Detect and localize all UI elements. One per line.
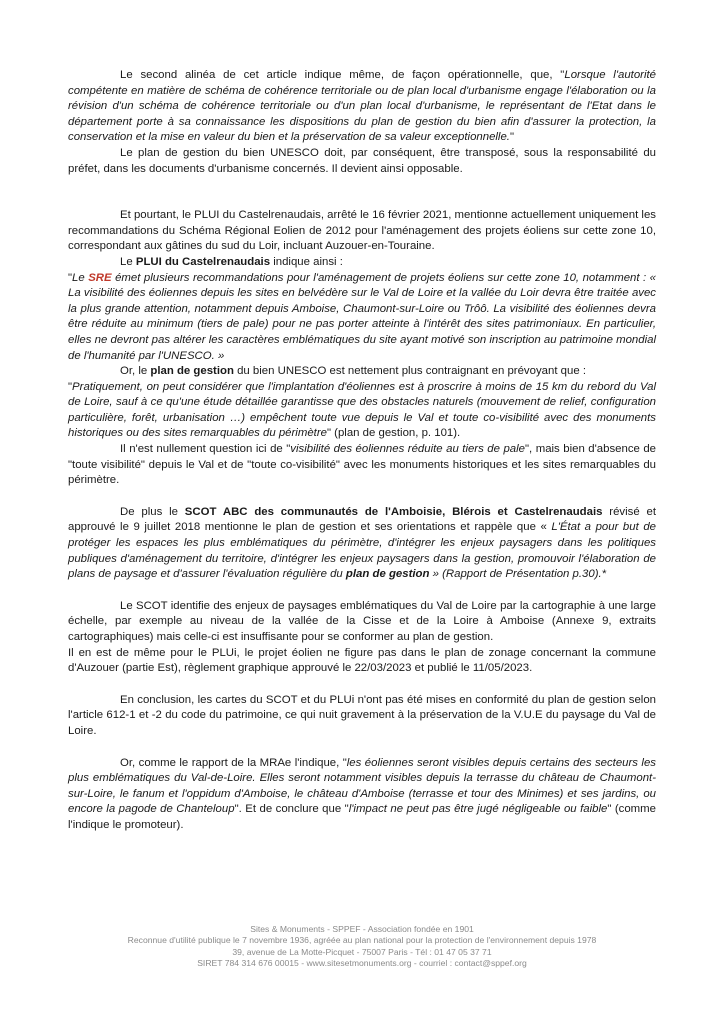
sre-acronym: SRE xyxy=(88,271,112,284)
footer-association: Sites & Monuments - SPPEF - Association fondée en 1901 xyxy=(250,924,474,934)
scot-name: SCOT ABC des communautés de l'Amboisie, Blérois et Castelrenaudais xyxy=(184,505,603,518)
paragraph-conclusion: En conclusion, les cartes du SCOT et du PLUi n'ont pas été mises en conformité du plan de gestion selon l'article 612-1 et -2 du code du patrimoine, ce qui nuit gravement à la préservation de la V.U.E du paysage du Val de Loire. xyxy=(68,693,656,737)
paragraph-mrae: Or, comme le rapport de la MRAe l'indique, "les éoliennes seront visibles depuis certains des secteurs les plus emblématiques du Val-de-Loire. Elles seront notamment visibles depuis la terrasse du château de Chaumont-sur-Loire, le fanum et l'oppidum d'Amboise, le château d'Amboise (terrasse et tour des Minimes) et ses jardins, ou encore la pagode de Chanteloup". Et de conclure que "l'impact ne peut pas être jugé négligeable ou faible" (comme l'indique le promoteur). xyxy=(68,756,656,831)
footer-recognition: Reconnue d'utilité publique le 7 novembre 1936, agréée au plan national pour la protection de l'environnement depuis 1978 xyxy=(127,935,597,946)
paragraph-plui-zonage: Il en est de même pour le PLUi, le projet éolien ne figure pas dans le plan de zonage concernant la commune d'Auzouer (partie Est), règlement graphique approuvé le 22/03/2023 et publié le 11/05/2023. xyxy=(68,646,656,675)
paragraph-sre-quote: "Le SRE émet plusieurs recommandations pour l'aménagement de projets éoliens sur cette zone 10, notamment : « La visibilité des éoliennes depuis les sites en belvédère sur le Val de Loire et la vallée du Loir devra être traitée avec la plus grande attention, notamment depuis Amboise, Chaumont-sur-Loire ou Trôô. La visibilité des éoliennes devra être réduite au minimum (tiers de pale) pour ne pas porter atteinte à l'intérêt des sites patrimoniaux. En particulier, elles ne devront pas altérer les caractères emblématiques du site ayant motivé son inscription au patrimoine mondial de l'humanité par l'UNESCO. » xyxy=(68,271,656,362)
paragraph-scot: De plus le SCOT ABC des communautés de l'Amboisie, Blérois et Castelrenaudais révisé et approuvé le 9 juillet 2018 mentionne le plan de gestion et ses orientations et rappèle que « L'État a pour but de protéger les espaces les plus emblématiques du périmètre, d'intégrer les enjeux paysagers dans les politiques publiques d'aménagement du territoire, d'intégrer les enjeux paysagers dans la gestion, promouvoir l'élaboration de plans de paysage et d'assurer l'évaluation régulière du plan de gestion » (Rapport de Présentation p.30).* xyxy=(68,505,656,581)
paragraph-plan-gestion-intro: Or, le plan de gestion du bien UNESCO est nettement plus contraignant en prévoyant que : xyxy=(120,365,586,378)
quoted-text: les éoliennes seront visibles depuis certains des secteurs les plus emblématiques du Val-de-Loire. Elles seront notamment visibles depuis la terrasse du château de Chaumont-sur-Loire, le fanum et l'oppidum d'Amboise, le château d'Amboise (terrasse et tour des Minimes) et ses jardins, ou encore la pagode de Chanteloup xyxy=(68,756,656,816)
footer-address: 39, avenue de La Motte-Picquet - 75007 Paris - Tél : 01 47 05 37 71 xyxy=(232,946,492,957)
paragraph-plan-gestion-quote: "Pratiquement, on peut considérer que l'implantation d'éoliennes est à proscrire à moins de 15 km du rebord du Val de Loire, sauf à ce qu'une étude détaillée garantisse que des obstacles naturels (mouvement de relief, configuration particulière, forêt, urbanisation …) empêchent toute vue depuis le Val et toute co-visibilité avec des monuments historiques ou des sites remarquables du périmètre" (plan de gestion, p. 101). xyxy=(68,380,656,440)
paragraph-plui-intro: Le PLUI du Castelrenaudais indique ainsi : xyxy=(120,255,343,268)
paragraph-transposition: Le plan de gestion du bien UNESCO doit, par conséquent, être transposé, sous la responsabilité du préfet, dans les documents d'urbanisme concernés. Il devient ainsi opposable. xyxy=(68,146,656,175)
paragraph-plui-arrete: Et pourtant, le PLUI du Castelrenaudais, arrêté le 16 février 2021, mentionne actuellement uniquement les recommandations du Schéma Régional Eolien de 2012 pour l'aménagement des projets éoliens sur cette zone 10, correspondant aux gâtines du sud du Loir, incluant Auzouer-en-Touraine. xyxy=(68,209,656,253)
quoted-text: L'État a pour but de protéger les espaces les plus emblématiques du périmètre, d'intégrer les enjeux paysagers dans les politiques publiques d'aménagement du territoire, d'intégrer les enjeux paysagers dans la gestion, promouvoir l'élaboration de plans de paysage et d'assurer l'évaluation régulière du xyxy=(68,521,656,581)
footer-contact: SIRET 784 314 676 00015 - www.sitesetmonuments.org - courriel : contact@sppef.org xyxy=(197,958,527,969)
quoted-text: visibilité des éoliennes réduite au tiers de pale xyxy=(290,443,525,456)
document-body xyxy=(68,68,656,834)
page-footer xyxy=(40,924,684,970)
quoted-text: Pratiquement, on peut considérer que l'implantation d'éoliennes est à proscrire à moins de 15 km du rebord du Val de Loire, sauf à ce qu'une étude détaillée garantisse que des obstacles naturels (mouvement de relief, configuration particulière, forêt, urbanisation …) empêchent toute vue depuis le Val et toute co-visibilité avec des monuments historiques ou des sites remarquables du périmètre xyxy=(68,380,656,440)
plan-gestion-term: plan de gestion xyxy=(345,568,430,581)
plui-name: PLUI du Castelrenaudais xyxy=(135,255,271,268)
paragraph-article-quote: Le second alinéa de cet article indique même, de façon opérationnelle, que, "Lorsque l'autorité compétente en matière de schéma de cohérence territoriale ou de plan local d'urbanisme engage l'élaboration ou la révision d'un schéma de cohérence territoriale ou d'un plan local d'urbanisme, le représentant de l'Etat dans le département porte à sa connaissance les dispositions du plan de gestion du bien afin d'assurer la protection, la conservation et la mise en valeur du bien et la préservation de sa valeur exceptionnelle." xyxy=(68,69,656,144)
plan-gestion-term: plan de gestion xyxy=(150,365,234,378)
paragraph-scot-cartographie: Le SCOT identifie des enjeux de paysages emblématiques du Val de Loire par la cartographie à une large échelle, par exemple au niveau de la vallée de la Cisse et de la Loire à Amboise (Annexe 9, extraits cartographiques) mais celle-ci est insuffisante pour se conformer au plan de gestion. xyxy=(68,599,656,643)
quoted-text: l'impact ne peut pas être jugé négligeable ou faible xyxy=(348,803,608,816)
quoted-text: Lorsque l'autorité compétente en matière de schéma de cohérence territoriale ou de plan local d'urbanisme engage l'élaboration ou la révision d'un schéma de cohérence territoriale ou d'un plan local d'urbanisme, le représentant de l'Etat dans le département porte à sa connaissance les dispositions du plan de gestion du bien afin d'assurer la protection, la conservation et la mise en valeur du bien et la préservation de sa valeur exceptionnelle. xyxy=(68,69,656,144)
paragraph-visibility: Il n'est nullement question ici de "visibilité des éoliennes réduite au tiers de pale", mais bien d'absence de "toute visibilité" depuis le Val et de "toute co-visibilité" avec les monuments historiques et les sites remarquables du périmètre. xyxy=(68,443,657,487)
